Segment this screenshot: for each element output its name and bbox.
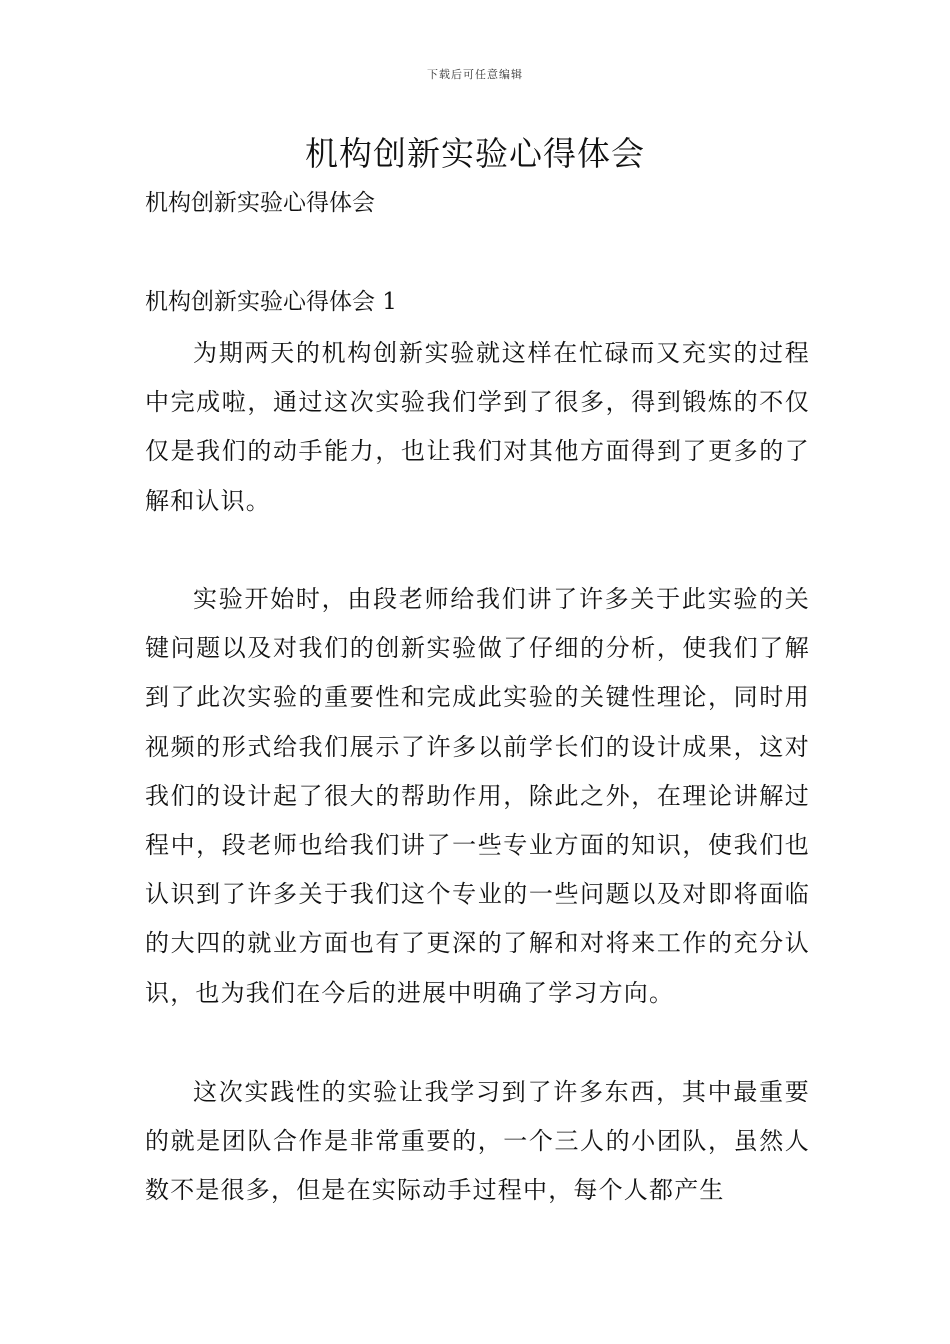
paragraph-2: 实验开始时，由段老师给我们讲了许多关于此实验的关键问题以及对我们的创新实验做了仔细的分析，使我们了解到了此次实验的重要性和完成此实验的关键性理论，同时用视频的形式给我们展示了许多以前学长们的设计成果，这对我们的设计起了很大的帮助作用，除此之外，在理论讲解过程中，段老师也给我们讲了一些专业方面的知识，使我们也认识到了许多关于我们这个专业的一些问题以及对即将面临的大四的就业方面也有了更深的了解和对将来工作的充分认识，也为我们在今后的进展中明确了学习方向。 xyxy=(145,585,810,1007)
header-note: 下载后可任意编辑 xyxy=(427,68,523,81)
document-subtitle: 机构创新实验心得体会 xyxy=(145,190,375,216)
paragraph-3: 这次实践性的实验让我学习到了许多东西，其中最重要的就是团队合作是非常重要的，一个三人的小团队，虽然人数不是很多，但是在实际动手过程中，每个人都产生 xyxy=(145,1078,810,1205)
paragraph-1: 为期两天的机构创新实验就这样在忙碌而又充实的过程中完成啦，通过这次实验我们学到了很多，得到锻炼的不仅仅是我们的动手能力，也让我们对其他方面得到了更多的了解和认识。 xyxy=(145,339,810,515)
document-title: 机构创新实验心得体会 xyxy=(305,134,645,173)
section-heading: 机构创新实验心得体会 1 xyxy=(145,289,397,315)
